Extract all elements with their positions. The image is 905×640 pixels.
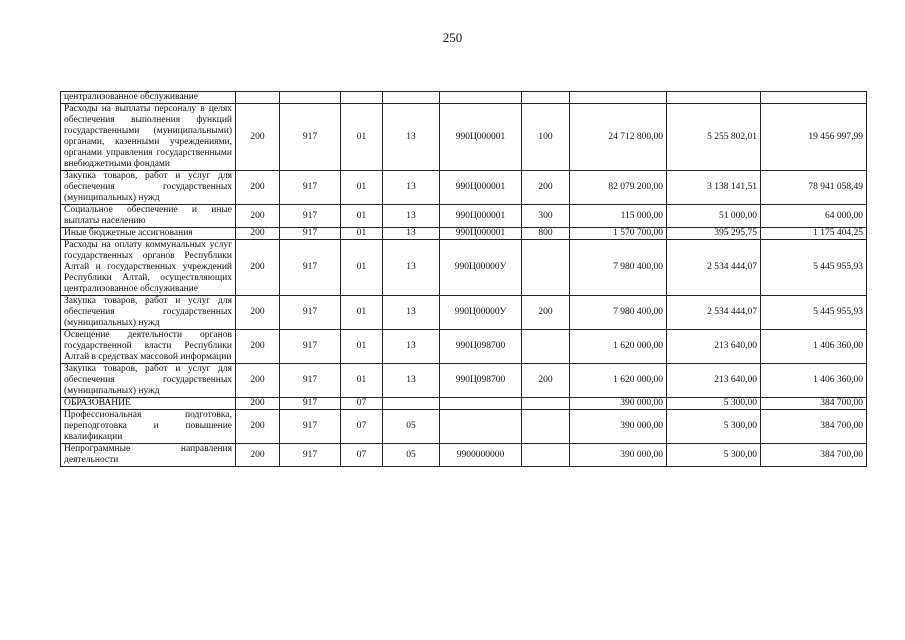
table-row — [61, 205, 867, 228]
cell-rz: 01 — [341, 205, 383, 228]
cell-plan: 390 000,00 — [570, 444, 667, 467]
table-row — [61, 296, 867, 330]
table-row — [61, 240, 867, 296]
cell-gr: 200 — [236, 240, 280, 296]
cell-ved: 917 — [280, 104, 341, 171]
cell-csr: 990Ц000001 — [440, 171, 522, 205]
cell-pr: 13 — [383, 364, 440, 398]
cell-plan: 7 980 400,00 — [570, 240, 667, 296]
cell-ved: 917 — [280, 171, 341, 205]
row-name: Иные бюджетные ассигнования — [61, 228, 236, 240]
cell-exec: 2 534 444,07 — [667, 296, 761, 330]
cell-pr: 13 — [383, 330, 440, 364]
cell-csr — [440, 410, 522, 444]
cell-vr — [522, 398, 570, 410]
cell-pr: 05 — [383, 410, 440, 444]
cell-ved: 917 — [280, 444, 341, 467]
table-row — [61, 330, 867, 364]
cell-rem — [761, 92, 867, 104]
cell-rem: 5 445 955,93 — [761, 240, 867, 296]
table-row — [61, 410, 867, 444]
cell-exec: 5 255 802,01 — [667, 104, 761, 171]
cell-exec: 5 300,00 — [667, 398, 761, 410]
cell-gr: 200 — [236, 398, 280, 410]
cell-rz: 07 — [341, 398, 383, 410]
cell-plan: 1 570 700,00 — [570, 228, 667, 240]
cell-plan: 1 620 000,00 — [570, 330, 667, 364]
cell-rz — [341, 92, 383, 104]
budget-table — [60, 91, 867, 467]
cell-csr: 990Ц098700 — [440, 330, 522, 364]
table-row — [61, 104, 867, 171]
cell-exec — [667, 92, 761, 104]
cell-pr: 13 — [383, 240, 440, 296]
table-row — [61, 398, 867, 410]
cell-gr: 200 — [236, 228, 280, 240]
cell-rz: 07 — [341, 410, 383, 444]
cell-csr: 990Ц00000У — [440, 296, 522, 330]
cell-rz: 01 — [341, 240, 383, 296]
cell-rem: 384 700,00 — [761, 410, 867, 444]
cell-plan: 7 980 400,00 — [570, 296, 667, 330]
cell-gr: 200 — [236, 410, 280, 444]
cell-ved — [280, 92, 341, 104]
cell-exec: 213 640,00 — [667, 364, 761, 398]
cell-csr — [440, 398, 522, 410]
row-name: Закупка товаров, работ и услуг для обеспечения государственных (муниципальных) нужд — [61, 364, 236, 398]
row-name: ОБРАЗОВАНИЕ — [61, 398, 236, 410]
cell-pr: 05 — [383, 444, 440, 467]
row-name: Расходы на оплату коммунальных услуг государственных органов Республики Алтай и государственных учреждений Республики Алтай, осуществляющих централизованное обслуживание — [61, 240, 236, 296]
cell-plan: 82 079 200,00 — [570, 171, 667, 205]
cell-rem: 64 000,00 — [761, 205, 867, 228]
cell-vr — [522, 410, 570, 444]
row-name: Непрограммные направления деятельности — [61, 444, 236, 467]
cell-vr: 800 — [522, 228, 570, 240]
row-name: Профессиональная подготовка, переподготовка и повышение квалификации — [61, 410, 236, 444]
cell-pr: 13 — [383, 228, 440, 240]
cell-pr: 13 — [383, 171, 440, 205]
table-row — [61, 444, 867, 467]
cell-vr — [522, 330, 570, 364]
cell-plan: 1 620 000,00 — [570, 364, 667, 398]
row-name: Социальное обеспечение и иные выплаты населению — [61, 205, 236, 228]
cell-rz: 01 — [341, 104, 383, 171]
cell-exec: 213 640,00 — [667, 330, 761, 364]
cell-vr — [522, 240, 570, 296]
cell-csr: 990Ц098700 — [440, 364, 522, 398]
row-name: Расходы на выплаты персоналу в целях обеспечения выполнения функций государственными (муниципальными) органами, казенными учреждениями, органами управления государственными внебюджетными фондами — [61, 104, 236, 171]
cell-plan: 390 000,00 — [570, 410, 667, 444]
cell-rem: 1 175 404,25 — [761, 228, 867, 240]
cell-exec: 5 300,00 — [667, 410, 761, 444]
cell-vr: 200 — [522, 364, 570, 398]
cell-vr: 100 — [522, 104, 570, 171]
cell-exec: 51 000,00 — [667, 205, 761, 228]
cell-ved: 917 — [280, 398, 341, 410]
cell-rem: 384 700,00 — [761, 444, 867, 467]
cell-ved: 917 — [280, 228, 341, 240]
cell-gr: 200 — [236, 296, 280, 330]
cell-ved: 917 — [280, 364, 341, 398]
cell-pr: 13 — [383, 296, 440, 330]
cell-ved: 917 — [280, 205, 341, 228]
cell-exec: 2 534 444,07 — [667, 240, 761, 296]
cell-vr: 200 — [522, 171, 570, 205]
table-row — [61, 364, 867, 398]
cell-exec: 395 295,75 — [667, 228, 761, 240]
cell-rz: 01 — [341, 296, 383, 330]
cell-gr: 200 — [236, 330, 280, 364]
cell-gr: 200 — [236, 104, 280, 171]
table-row — [61, 228, 867, 240]
cell-csr: 990Ц000001 — [440, 205, 522, 228]
cell-csr: 990Ц000001 — [440, 228, 522, 240]
cell-rz: 01 — [341, 171, 383, 205]
table-row — [61, 171, 867, 205]
row-name: Освещение деятельности органов государственной власти Республики Алтай в средствах массовой информации — [61, 330, 236, 364]
cell-exec: 5 300,00 — [667, 444, 761, 467]
cell-csr: 990Ц000001 — [440, 104, 522, 171]
cell-vr: 200 — [522, 296, 570, 330]
cell-ved: 917 — [280, 330, 341, 364]
table-row — [61, 92, 867, 104]
cell-exec: 3 138 141,51 — [667, 171, 761, 205]
row-name: централизованное обслуживание — [61, 92, 236, 104]
cell-rem: 19 456 997,99 — [761, 104, 867, 171]
cell-plan: 390 000,00 — [570, 398, 667, 410]
cell-plan: 24 712 800,00 — [570, 104, 667, 171]
cell-plan: 115 000,00 — [570, 205, 667, 228]
cell-vr — [522, 92, 570, 104]
cell-rem: 1 406 360,00 — [761, 330, 867, 364]
cell-csr: 990Ц00000У — [440, 240, 522, 296]
cell-plan — [570, 92, 667, 104]
cell-pr — [383, 92, 440, 104]
cell-rem: 78 941 058,49 — [761, 171, 867, 205]
cell-rz: 07 — [341, 444, 383, 467]
cell-csr: 9900000000 — [440, 444, 522, 467]
cell-vr: 300 — [522, 205, 570, 228]
cell-gr — [236, 92, 280, 104]
cell-pr: 13 — [383, 205, 440, 228]
cell-gr: 200 — [236, 444, 280, 467]
cell-gr: 200 — [236, 364, 280, 398]
cell-gr: 200 — [236, 205, 280, 228]
cell-pr — [383, 398, 440, 410]
cell-rz: 01 — [341, 330, 383, 364]
cell-ved: 917 — [280, 296, 341, 330]
cell-gr: 200 — [236, 171, 280, 205]
cell-csr — [440, 92, 522, 104]
cell-pr: 13 — [383, 104, 440, 171]
cell-rem: 1 406 360,00 — [761, 364, 867, 398]
cell-rz: 01 — [341, 364, 383, 398]
row-name: Закупка товаров, работ и услуг для обеспечения государственных (муниципальных) нужд — [61, 171, 236, 205]
cell-ved: 917 — [280, 410, 341, 444]
row-name: Закупка товаров, работ и услуг для обеспечения государственных (муниципальных) нужд — [61, 296, 236, 330]
cell-ved: 917 — [280, 240, 341, 296]
page-number: 250 — [442, 30, 463, 45]
cell-rem: 384 700,00 — [761, 398, 867, 410]
cell-rz: 01 — [341, 228, 383, 240]
cell-rem: 5 445 955,93 — [761, 296, 867, 330]
cell-vr — [522, 444, 570, 467]
